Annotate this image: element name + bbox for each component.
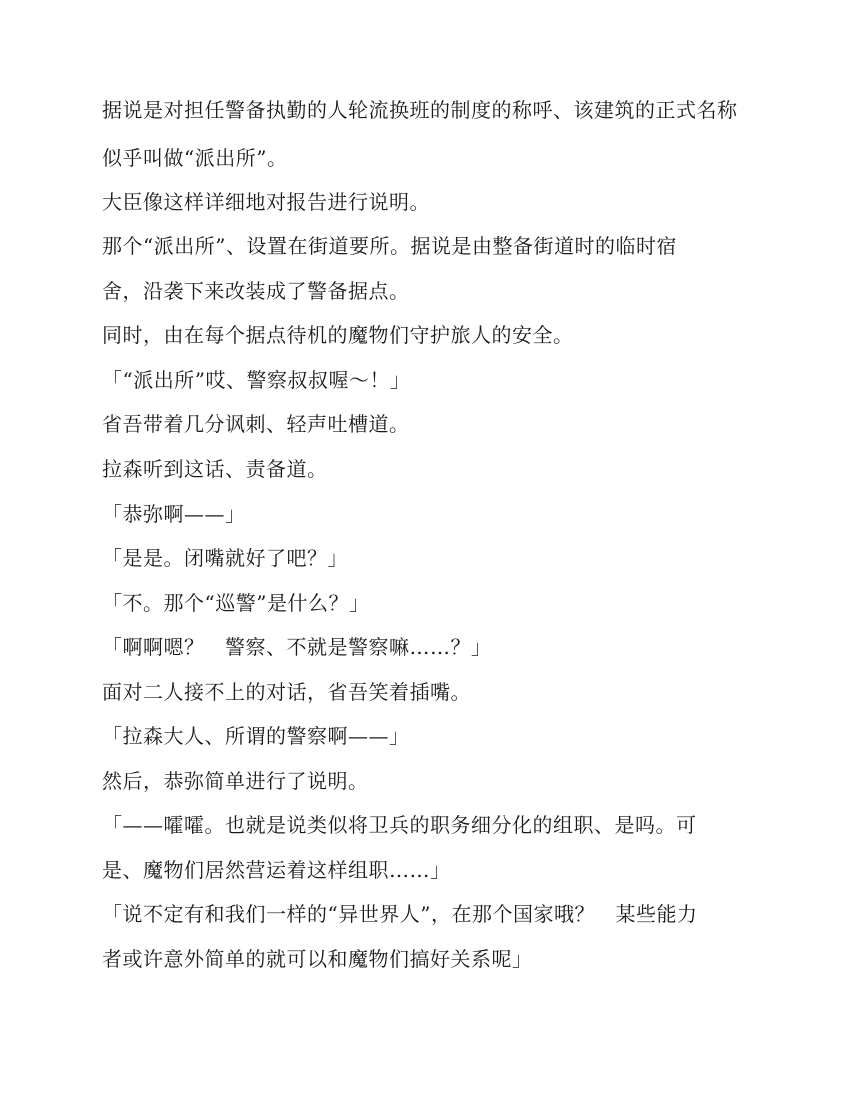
text-line: 「是是。闭嘴就好了吧？」 <box>102 546 348 570</box>
text-line: 面对二人接不上的对话，省吾笑着插嘴。 <box>102 680 471 704</box>
text-line: 「啊啊嗯？ 警察、不就是警察嘛……？」 <box>102 635 492 659</box>
text-line: 似乎叫做“派出所”。 <box>102 146 288 170</box>
text-line: 是、魔物们居然营运着这样组职……」 <box>102 858 451 882</box>
text-line: 「说不定有和我们一样的“异世界人”，在那个国家哦？ 某些能力 <box>102 902 698 926</box>
text-line: 舍，沿袭下来改装成了警备据点。 <box>102 279 410 303</box>
text-line: 「不。那个“巡警”是什么？」 <box>102 591 370 615</box>
text-line: 「拉森大人、所谓的警察啊——」 <box>102 724 410 748</box>
text-line: 「——嚯嚯。也就是说类似将卫兵的职务细分化的组职、是吗。可 <box>102 813 697 837</box>
text-line: 那个“派出所”、设置在街道要所。据说是由整备街道时的临时宿 <box>102 234 677 258</box>
text-line: 者或许意外简单的就可以和魔物们搞好关系呢」 <box>102 947 533 971</box>
text-line: 「“派出所”哎、警察叔叔喔～！」 <box>102 368 411 392</box>
text-line: 拉森听到这话、责备道。 <box>102 457 328 481</box>
text-line: 大臣像这样详细地对报告进行说明。 <box>102 190 430 214</box>
text-line: 「恭弥啊——」 <box>102 502 246 526</box>
text-line: 据说是对担任警备执勤的人轮流换班的制度的称呼、该建筑的正式名称 <box>102 98 738 122</box>
text-line: 同时，由在每个据点待机的魔物们守护旅人的安全。 <box>102 323 574 347</box>
text-line: 然后，恭弥简单进行了说明。 <box>102 769 369 793</box>
text-line: 省吾带着几分讽刺、轻声吐槽道。 <box>102 412 410 436</box>
